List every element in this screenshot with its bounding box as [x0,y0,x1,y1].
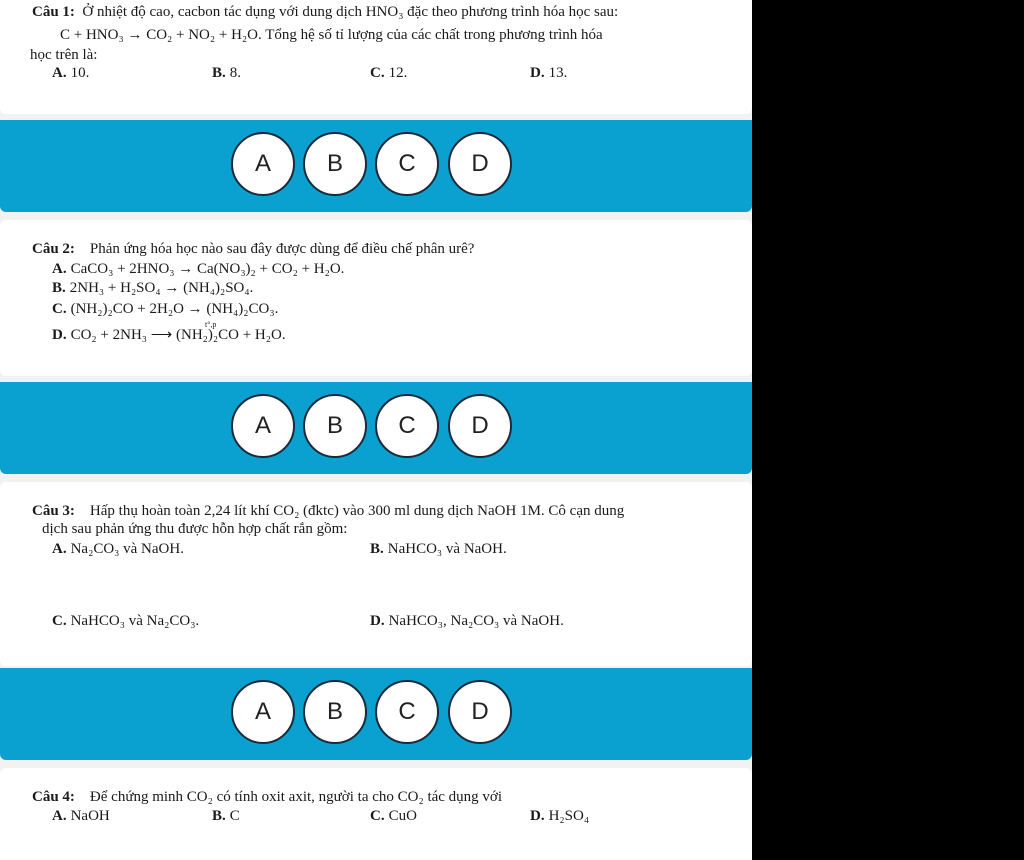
question-3-line-1: Câu 3: Hấp thụ hoàn toàn 2,24 lít khí CO₂ (đktc) vào 300 ml dung dịch NaOH 1M. Cô cạn dung [32,503,625,519]
answer-d-button[interactable]: D [448,394,512,458]
question-card-3 [0,482,752,666]
question-2-line-1: Câu 2: Phản ứng hóa học nào sau đây được dùng để điều chế phân urê? [32,241,475,257]
question-1-line-3: học trên là: [30,47,98,63]
question-1-option-a: A. 10. [52,65,90,81]
answer-c-button[interactable]: C [375,132,439,196]
question-2-option-b: B. 2NH₃ + H₂SO₄ → (NH₄)₂SO₄. [52,280,254,296]
question-card-4 [0,768,752,860]
question-3-option-d: D. NaHCO₃, Na₂CO₃ và NaOH. [370,613,564,629]
question-4-line-1: Câu 4: Để chứng minh CO₂ có tính oxit axit, người ta cho CO₂ tác dụng với [32,789,503,805]
question-2-option-c: C. (NH₂)₂CO + 2H₂O → (NH₄)₂CO₃. [52,301,279,317]
answer-a-button[interactable]: A [231,394,295,458]
question-3-line-2: dịch sau phản ứng thu được hỗn hợp chất rắn gồm: [42,521,348,537]
question-1-option-b: B. 8. [212,65,242,81]
answer-bar-3 [0,668,752,760]
answer-c-button[interactable]: C [375,394,439,458]
answer-d-button[interactable]: D [448,680,512,744]
question-2-label: Câu 2: [32,241,75,257]
answer-b-button[interactable]: B [303,132,367,196]
answer-d-button[interactable]: D [448,132,512,196]
question-1-label: Câu 1: [32,4,75,20]
question-2-option-a: A. CaCO₃ + 2HNO₃ → Ca(NO₃)₂ + CO₂ + H₂O. [52,261,345,277]
question-3-option-a: A. Na₂CO₃ và NaOH. [52,541,184,557]
question-1-option-c: C. 12. [370,65,408,81]
question-2-option-d: D. CO₂ + 2NH₃ ⟶ (NH₂)₂CO + H₂O. t°,p [52,326,286,344]
reaction-condition: t°,p [205,320,217,329]
question-4-label: Câu 4: [32,789,75,805]
question-4-option-d: D. H₂SO₄ [530,808,590,824]
question-3-option-b: B. NaHCO₃ và NaOH. [370,541,507,557]
question-1-option-d: D. 13. [530,65,568,81]
answer-b-button[interactable]: B [303,394,367,458]
question-4-option-b: B. C [212,808,240,824]
answer-bar-2 [0,382,752,474]
question-3-option-c: C. NaHCO₃ và Na₂CO₃. [52,613,200,629]
question-card-1 [0,0,752,114]
question-1-line-2: C + HNO₃ → CO₂ + NO₂ + H₂O. Tổng hệ số tỉ lượng của các chất trong phương trình hóa [60,27,603,43]
answer-bar-1 [0,120,752,212]
answer-c-button[interactable]: C [375,680,439,744]
question-1-line-1: Câu 1: Ở nhiệt độ cao, cacbon tác dụng với dung dịch HNO₃ đặc theo phương trình hóa học sau: [32,4,619,20]
question-3-label: Câu 3: [32,503,75,519]
answer-a-button[interactable]: A [231,680,295,744]
answer-b-button[interactable]: B [303,680,367,744]
answer-a-button[interactable]: A [231,132,295,196]
question-card-2 [0,220,752,376]
question-4-option-a: A. NaOH [52,808,110,824]
question-4-option-c: C. CuO [370,808,417,824]
